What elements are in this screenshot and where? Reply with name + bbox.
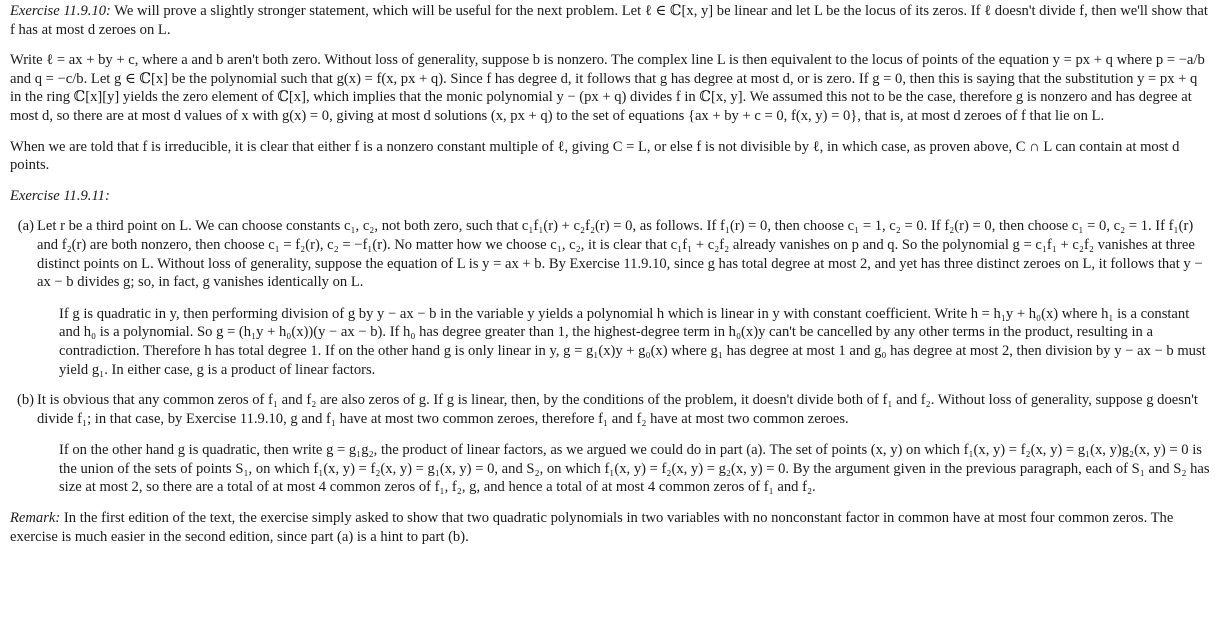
exercise-intro-text: We will prove a slightly stronger statement, which will be useful for the next problem. Let ℓ ∈ ℂ[x, y] be linear and let L be the locus of its zeros. If ℓ doesn't divide f, then we'll show that f has at most d zeroes on L. [10,3,1212,38]
remark [10,509,1212,546]
exercise-heading: Exercise 11.9.11: [10,187,110,204]
part-a-paragraph-1: Let r be a third point on L. We can choose constants c₁, c₂, not both zero, such that c₁f₁(r) + c₂f₂(r) = 0, as follows. If f₁(r) = 0, then choose c₁ = 1, c₂ = 0. If f₂(r) = 0, then choose c₁ = 0, c₂ = 1. If f₁(r) and f₂(r) are both nonzero, then choose c₁ = f₂(r), c₂ = −f₁(r). No matter how we choose c₁, c₂, it is clear that c₁f₁ + c₂f₂ already vanishes on p and q. So the polynomial g = c₁f₁ + c₂f₂ vanishes at three distinct points on L. Without loss of generality, suppose the equation of L is y = ax + b. By Exercise 11.9.10, since g has total degree at most 2, and yet has three distinct zeroes on L, it follows that y − ax − b divides g; so, in fact, g vanishes identically on L. [37,218,1207,291]
part-b-paragraph-2: If on the other hand g is quadratic, then write g = g₁g₂, the product of linear factors, as we argued we could do in part (a). The set of points (x, y) on which f₁(x, y) = f₂(x, y) = g₁(x, y)g₂(x, y) = 0 is the union of the sets of points S₁, on which f₁(x, y) = f₂(x, y) = g₁(x, y) = 0, and S₂, on which f₁(x, y) = f₂(x, y) = g₂(x, y) = 0. By the argument given in the previous paragraph, each of S₁ and S₂ has size at most 2, so there are a total of at most 4 common zeros of f₁, f₂, g, and hence a total of at most 4 common zeros of f₁ and f₂. [59,442,1214,496]
part-a [10,217,1212,291]
exercise-11-9-10-intro [10,2,1212,39]
part-a-label: (a) [17,218,34,235]
remark-text: In the first edition of the text, the exercise simply asked to show that two quadratic polynomials in two variables with no nonconstant factor in common have at most four common zeros. The exercise is much easier in the second edition, since part (a) is a hint to part (b). [10,510,1177,545]
remark-label: Remark: [10,510,61,527]
part-b [10,391,1212,428]
exercise-11-9-10-irreducible-note: When we are told that f is irreducible, it is clear that either f is a nonzero constant multiple of ℓ, giving C = L, or else f is not divisible by ℓ, in which case, as proven above, C ∩ L can contain at most d points. [10,138,1184,174]
exercise-heading: Exercise 11.9.10: [10,3,111,19]
part-b-label: (b) [16,392,34,409]
part-b-paragraph-1: It is obvious that any common zeros of f₁ and f₂ are also zeros of g. If g is linear, then, by the conditions of the problem, it doesn't divide both of f₁ and f₂. Without loss of generality, suppose g doesn't divide f₁; in that case, by Exercise 11.9.10, g and f₁ have at most two common zeroes, therefore f₁ and f₂ have at most two common zeroes. [37,392,1202,427]
part-a-paragraph-2: If g is quadratic in y, then performing division of g by y − ax − b in the variable y yields a polynomial h which is linear in y with constant coefficient. Write h = h₁y + h₀(x) where h₁ is a constant and h₀ is a polynomial. So g = (h₁y + h₀(x))(y − ax − b). If h₀ has degree greater than 1, the highest-degree term in h₀(x)y can't be cancelled by any other terms in the product, resulting in a contradiction. Therefore h has total degree 1. If on the other hand g is only linear in y, g = g₁(x)y + g₀(x) where g₁ has degree at most 1 and g₀ has degree at most 2, then division by y − ax − b must yield g₁. In either case, g is a product of linear factors. [59,305,1210,378]
exercise-11-9-10-proof: Write ℓ = ax + by + c, where a and b aren't both zero. Without loss of generality, suppose b is nonzero. The complex line L is then equivalent to the locus of points of the equation y = px + q where p = −a/b and q = −c/b. Let g ∈ ℂ[x] be the polynomial such that g(x) = f(x, px + q). Since f has degree d, it follows that g has degree at most d, or is zero. If g = 0, then this is saying that the substitution y = px + q in the ring ℂ[x][y] yields the zero element of ℂ[x], which implies that the monic polynomial y − (px + q) divides f in ℂ[x, y]. We assumed this not to be the case, therefore g is nonzero and has degree at most d, so there are at most d values of x with g(x) = 0, giving at most d solutions (x, px + q) to the set of equations {ax + by + c = 0, f(x, y) = 0}, that is, at most d zeroes of f that lie on L. [10,52,1209,124]
